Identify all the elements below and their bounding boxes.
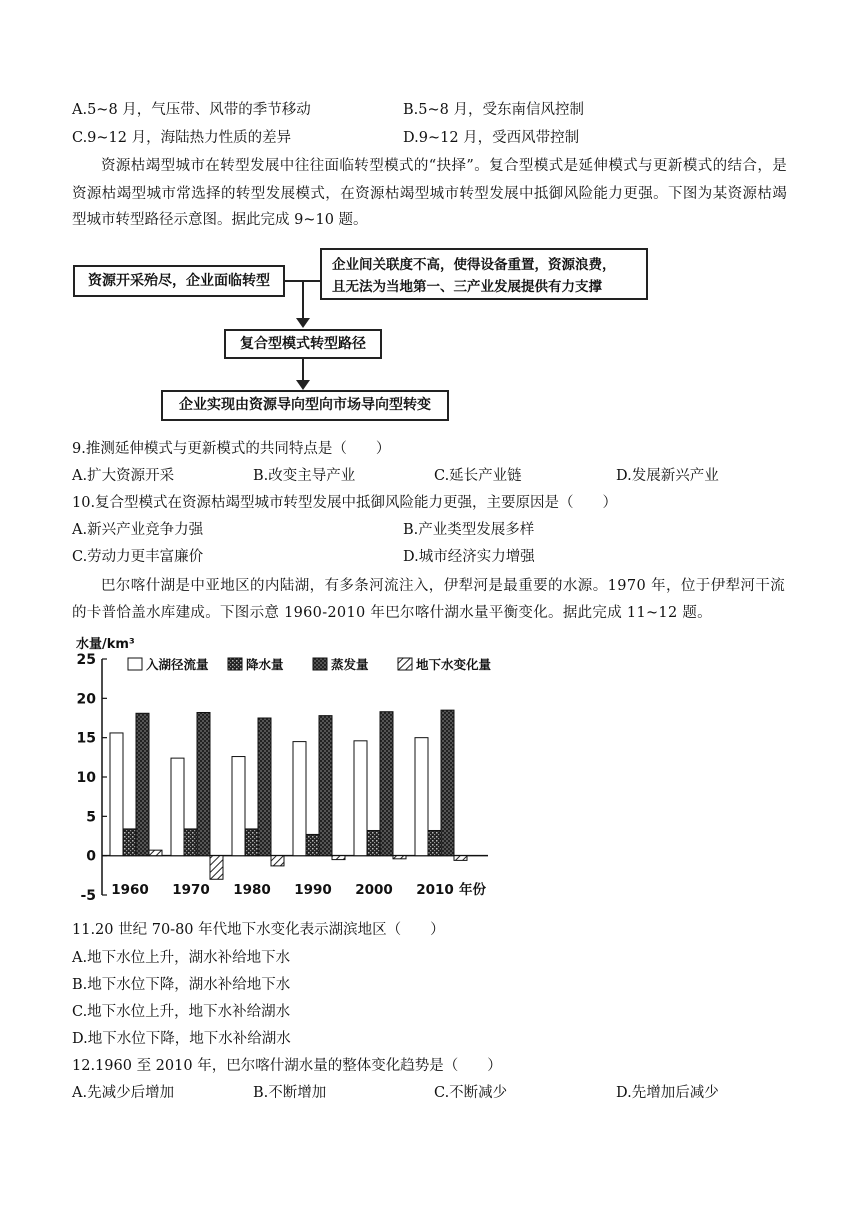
legend-swatch-groundwater (398, 658, 412, 670)
x-tick-label: 2000 (355, 882, 393, 898)
intro-11-12-line2: 的卡普恰盖水库建成。下图示意 1960-2010 年巴尔喀什湖水量平衡变化。据此完成 11~12 题。 (72, 605, 712, 621)
flow-box-composite-path: 复合型模式转型路径 (224, 329, 382, 359)
intro-9-10-line1: 资源枯竭型城市在转型发展中往往面临转型模式的“抉择”。复合型模式是延伸模式与更新模式的结合，是 (101, 158, 788, 174)
bar-precipitation-1980 (245, 829, 258, 856)
q9-stem: 9.推测延伸模式与更新模式的共同特点是（ ） (72, 441, 391, 457)
bar-precipitation-1990 (306, 834, 319, 855)
q12-stem: 12.1960 至 2010 年，巴尔喀什湖水量的整体变化趋势是（ ） (72, 1058, 502, 1074)
x-tick-label: 1960 (111, 882, 149, 898)
q12-option-b: B.不断增加 (253, 1085, 327, 1101)
q11-option-b: B.地下水位下降，湖水补给地下水 (72, 977, 291, 993)
q11-option-a: A.地下水位上升，湖水补给地下水 (72, 950, 291, 966)
y-tick-label: 0 (86, 848, 96, 865)
y-tick-label: 20 (76, 691, 96, 708)
bar-groundwater-1960 (149, 850, 162, 856)
bar-precipitation-2000 (367, 830, 380, 855)
bar-evaporation-1960 (136, 713, 149, 855)
legend-swatch-evaporation (313, 658, 327, 670)
legend-swatch-precipitation (228, 658, 242, 670)
bar-groundwater-2010 (454, 856, 467, 861)
y-tick-label: 25 (76, 652, 96, 668)
q9-option-d: D.发展新兴产业 (616, 468, 719, 484)
x-tick-label: 1980 (233, 882, 271, 898)
y-tick-label: 15 (76, 730, 96, 747)
flow-box-problem (320, 248, 648, 300)
bar-evaporation-1980 (258, 718, 271, 856)
y-axis-label: 水量/km³ (76, 637, 135, 652)
bar-precipitation-2010 (428, 830, 441, 855)
intro-9-10-line3: 型城市转型路径示意图。据此完成 9~10 题。 (72, 212, 368, 228)
flow-arrow-2-head (296, 380, 310, 390)
q9-option-c: C.延长产业链 (434, 468, 522, 484)
q12-option-d: D.先增加后减少 (616, 1085, 719, 1101)
bar-groundwater-2000 (393, 856, 406, 859)
bar-precipitation-1970 (184, 829, 197, 856)
bar-groundwater-1970 (210, 856, 223, 880)
water-balance-chart (68, 632, 508, 910)
q8-option-b: B.5~8 月，受东南信风控制 (403, 102, 584, 118)
bar-evaporation-2010 (441, 710, 454, 856)
q10-option-a: A.新兴产业竞争力强 (72, 522, 204, 538)
q9-option-b: B.改变主导产业 (253, 468, 356, 484)
bar-precipitation-1960 (123, 829, 136, 856)
q8-option-a: A.5~8 月，气压带、风带的季节移动 (72, 102, 311, 118)
bar-evaporation-1990 (319, 716, 332, 856)
bar-runoff-1960 (110, 733, 123, 856)
bar-groundwater-1990 (332, 856, 345, 860)
x-axis-label: 年份 (459, 882, 486, 898)
intro-11-12-line1: 巴尔喀什湖是中亚地区的内陆湖，有多条河流注入，伊犁河是最重要的水源。1970 年，位于伊犁河干流 (101, 578, 786, 594)
bar-evaporation-2000 (380, 712, 393, 856)
q11-option-d: D.地下水位下降，地下水补给湖水 (72, 1031, 291, 1047)
bar-runoff-1980 (232, 757, 245, 856)
legend-label-precipitation: 降水量 (246, 657, 284, 672)
flow-box-problem-line1: 企业间关联度不高，使得设备重置，资源浪费， (332, 257, 616, 273)
legend-label-evaporation: 蒸发量 (331, 657, 369, 672)
flow-box-market-oriented: 企业实现由资源导向型向市场导向型转变 (161, 390, 449, 421)
q12-option-c: C.不断减少 (434, 1085, 508, 1101)
bar-runoff-2010 (415, 738, 428, 856)
q9-option-a: A.扩大资源开采 (72, 468, 175, 484)
y-tick-label: 10 (76, 770, 96, 786)
legend-label-groundwater: 地下水变化量 (416, 657, 492, 672)
x-tick-label: 1970 (172, 882, 210, 898)
bar-runoff-1970 (171, 758, 184, 856)
q10-option-c: C.劳动力更丰富廉价 (72, 549, 204, 565)
q8-option-d: D.9~12 月，受西风带控制 (403, 130, 580, 146)
y-tick-label: 5 (86, 809, 96, 826)
legend-swatch-runoff (128, 658, 142, 670)
intro-9-10-line2: 资源枯竭型城市常选择的转型发展模式，在资源枯竭型城市转型发展中抵御风险能力更强。下图为某资源枯竭 (72, 186, 788, 202)
x-tick-label: 2010 (416, 882, 454, 898)
flow-box-resource-depleted: 资源开采殆尽，企业面临转型 (73, 265, 285, 297)
legend-label-runoff: 入湖径流量 (146, 657, 209, 672)
y-tick-label: -5 (80, 888, 96, 904)
bar-groundwater-1980 (271, 856, 284, 866)
q10-stem: 10.复合型模式在资源枯竭型城市转型发展中抵御风险能力更强，主要原因是（ ） (72, 495, 618, 511)
bar-runoff-2000 (354, 741, 367, 856)
x-tick-label: 1990 (294, 882, 332, 898)
q11-option-c: C.地下水位上升，地下水补给湖水 (72, 1004, 291, 1020)
q8-option-c: C.9~12 月，海陆热力性质的差异 (72, 130, 292, 146)
bar-evaporation-1970 (197, 712, 210, 855)
q11-stem: 11.20 世纪 70-80 年代地下水变化表示湖滨地区（ ） (72, 922, 445, 938)
flow-arrow-1-head (296, 318, 310, 328)
q12-option-a: A.先减少后增加 (72, 1085, 175, 1101)
q10-option-d: D.城市经济实力增强 (403, 549, 535, 565)
flow-box-problem-line2: 且无法为当地第一、三产业发展提供有力支撑 (332, 279, 602, 295)
bar-runoff-1990 (293, 742, 306, 856)
q10-option-b: B.产业类型发展多样 (403, 522, 535, 538)
